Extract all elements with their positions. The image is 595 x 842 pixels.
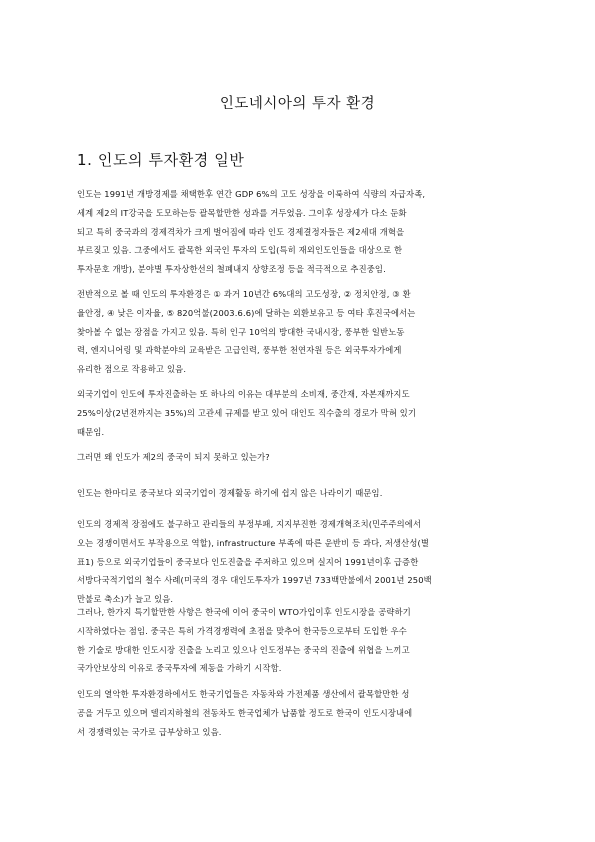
paragraph-line: 인도의 열악한 투자환경하에서도 한국기업들은 자동차와 가전제품 생산에서 괄목할만한 성 [77, 689, 410, 699]
paragraph-line: 전반적으로 볼 때 인도의 투자환경은 ① 과거 10년간 6%대의 고도성장, ② 정치안정, ③ 환 [77, 289, 411, 299]
paragraph-line: 부르짖고 있음. 그중에서도 괄목한 외국인 투자의 도입(특히 재외인도인들을 대상으로 한 [77, 245, 403, 256]
paragraph-5 [77, 484, 519, 503]
paragraph-line: 그러면 왜 인도가 제2의 중국이 되지 못하고 있는가? [77, 452, 270, 462]
paragraph-2 [77, 285, 519, 379]
paragraph-line: 되고 특히 중국과의 경제격차가 크게 벌어짐에 따라 인도 경제결정자들은 제2세대 개혁을 [77, 226, 405, 237]
paragraph-4 [77, 448, 519, 467]
paragraph-line: 율안정, ④ 낮은 이자율, ⑤ 820억불(2003.6.6)에 달하는 외환보유고 등 여타 후진국에서는 [77, 307, 416, 318]
paragraph-1 [77, 185, 519, 279]
paragraph-line: 한 기술로 방대한 인도시장 진출을 노리고 있으나 인도정부는 중국의 진출에 위협을 느끼고 [77, 644, 410, 655]
paragraph-line: 투자문호 개방), 분야별 투자상한선의 철폐내지 상향조정 등을 적극적으로 추진중임. [77, 264, 386, 275]
paragraph-line: 국가안보상의 이유로 중국투자에 제동을 가하기 시작함. [77, 663, 282, 674]
paragraph-3 [77, 385, 519, 441]
paragraph-line: 력, 엔지니어링 및 과학분야의 교육받은 고급인력, 풍부한 천연자원 등은 외국투자가에게 [77, 345, 402, 356]
paragraph-line: 서 경쟁력있는 국가로 급부상하고 있음. [77, 726, 222, 737]
paragraph-line: 세계 제2의 IT강국을 도모하는등 괄목할만한 성과를 거두었음. 그이후 성장세가 다소 둔화 [77, 207, 407, 218]
paragraph-8 [77, 685, 519, 741]
paragraph-line: 오는 경쟁이면서도 부작용으로 역할), infrastructure 부족에 따른 운반비 등 과다, 저생산성(별 [77, 537, 430, 548]
paragraph-line: 외국기업이 인도에 투자진출하는 또 하나의 이유는 대부분의 소비재, 중간재, 자본재까지도 [77, 389, 410, 399]
paragraph-line: 찾아볼 수 없는 장점을 가지고 있음. 특히 인구 10억의 방대한 국내시장, 풍부한 일반노동 [77, 326, 405, 337]
paragraph-line: 공을 거두고 있으며 델리지하철의 전동차도 한국업체가 납품할 정도로 한국이 인도시장내에 [77, 707, 413, 718]
paragraph-line: 25%이상(2년전까지는 35%)의 고관세 규제를 받고 있어 대인도 직수출의 경로가 막혀 있기 [77, 407, 417, 418]
paragraph-7 [77, 603, 519, 678]
paragraph-line: 인도의 경제적 장점에도 불구하고 관리들의 부정부패, 지지부진한 경제개혁조치(민주주의에서 [77, 519, 422, 529]
paragraph-6 [77, 515, 519, 609]
document-title: 인도네시아의 투자 환경 [219, 96, 376, 112]
paragraph-line: 때문임. [77, 426, 105, 437]
paragraph-line: 표1) 등으로 외국기업들이 중국보다 인도진출을 주저하고 있으며 실지어 1991년이후 급증한 [77, 556, 419, 567]
paragraph-line: 그러나, 한가지 특기할만한 사항은 한국에 이어 중국이 WTO가입이후 인도시장을 공략하기 [77, 607, 411, 617]
paragraph-line: 시작하였다는 점임. 중국은 특히 가격경쟁력에 초점을 맞추어 한국등으로부터 도입한 우수 [77, 625, 407, 636]
paragraph-line: 서방다국적기업의 철수 사례(미국의 경우 대인도투자가 1997년 733백만불에서 2001년 250백 [77, 575, 432, 586]
paragraph-line: 인도는 1991년 개방경제를 채택한후 연간 GDP 6%의 고도 성장을 이룩하여 식량의 자급자족, [77, 189, 426, 199]
section-heading: 1. 인도의 투자환경 일반 [77, 151, 245, 169]
paragraph-line: 인도는 한마디로 중국보다 외국기업이 경제활동 하기에 쉽지 않은 나라이기 때문임. [77, 488, 383, 498]
paragraph-line: 유리한 점으로 작용하고 있음. [77, 364, 187, 375]
paragraph-line: 만불로 축소)가 늘고 있음. [77, 594, 174, 605]
